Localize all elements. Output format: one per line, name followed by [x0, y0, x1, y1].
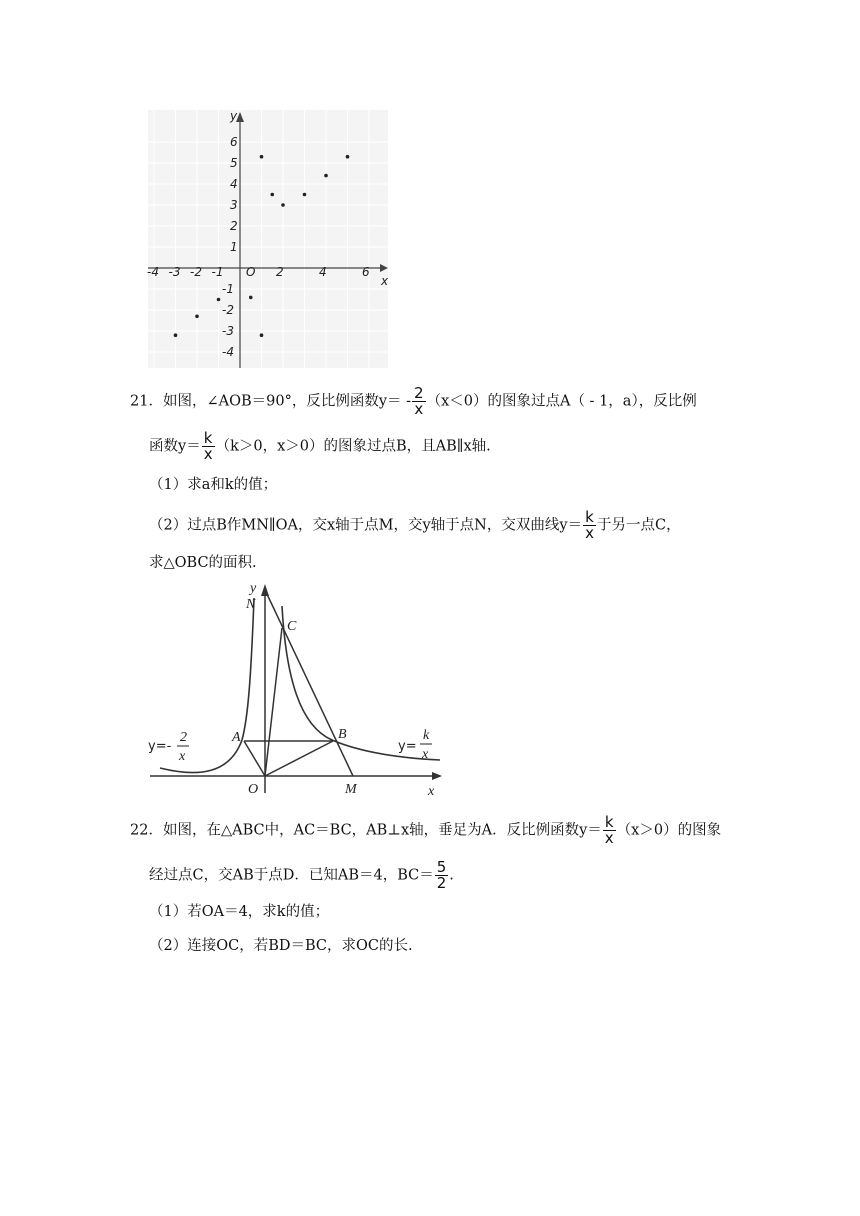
y-tick-label: -3: [222, 324, 234, 338]
y-tick-label: 1: [230, 240, 238, 254]
left-hyperbola-curve: [160, 598, 254, 773]
data-point: [281, 203, 285, 207]
right-hyperbola-curve: [282, 606, 440, 760]
y-tick-label: 6: [230, 135, 238, 149]
q22-part2: （2）连接OC，若BD＝BC，求OC的长.: [149, 938, 413, 954]
q21-fraction-2-over-x: $\frac{2}{x}$: [414, 384, 424, 418]
label-y: y: [250, 581, 257, 596]
x-tick-label: 4: [319, 265, 327, 279]
x-axis-arrow: [432, 772, 442, 780]
q22-text-b: （x＞0）的图象: [616, 822, 722, 839]
plot-background: [148, 110, 388, 368]
q22-fraction-k-over-x: $\frac{k}{x}$: [604, 813, 614, 847]
y-tick-label: -4: [222, 345, 234, 359]
q22-fraction-5-over-2: $\frac{5}{2}$: [436, 858, 447, 892]
y-tick-label: -1: [222, 282, 234, 296]
q21-text-c: 函数y＝: [149, 438, 201, 455]
data-point: [249, 296, 253, 300]
data-point: [324, 174, 328, 178]
x-tick-label: -3: [168, 265, 181, 279]
data-point: [346, 155, 350, 159]
q22-line2: [149, 860, 454, 891]
right-curve-equation: y=: [398, 739, 417, 754]
y-tick-label: 2: [230, 219, 238, 233]
q21-text-d: （k＞0，x＞0）的图象过点B，且AB∥x轴.: [215, 438, 491, 455]
x-axis-label: x: [381, 274, 389, 288]
hyperbola-figure: [140, 578, 450, 802]
q21-number: 21．: [130, 393, 163, 410]
data-point: [217, 298, 221, 302]
data-point: [260, 155, 264, 159]
line-MN: [266, 592, 353, 776]
label-A: A: [232, 730, 241, 745]
right-curve-denominator: x: [422, 747, 429, 762]
data-point: [270, 193, 274, 197]
label-O: O: [248, 782, 259, 797]
q21-text-a: 如图，∠AOB＝90°，反比例函数y＝ -: [162, 393, 412, 410]
y-tick-label: -2: [222, 303, 234, 317]
q21-part2-line2: 求△OBC的面积.: [149, 555, 257, 571]
q21-text-b: （x＜0）的图象过点A（ - 1，a），反比例: [426, 393, 697, 410]
q22-number: 22．: [130, 822, 163, 839]
y-tick-label: 3: [230, 198, 238, 212]
left-curve-equation: y=-: [148, 739, 172, 754]
label-N: N: [246, 597, 256, 612]
q21-part2-fraction-k-over-x: $\frac{k}{x}$: [585, 508, 594, 542]
data-point: [195, 315, 199, 319]
q22-part1: （1）若OA＝4，求k的值；: [149, 904, 330, 920]
q21-line1: [130, 386, 697, 417]
y-tick-label: 5: [230, 156, 238, 170]
q21-part1: （1）求a和k的值；: [149, 477, 278, 493]
right-curve-numerator: k: [423, 728, 430, 743]
x-tick-label: -2: [190, 265, 202, 279]
left-curve-denominator: x: [179, 749, 186, 764]
segment-OC: [265, 628, 282, 776]
segment-OA: [244, 741, 265, 776]
x-tick-label: O: [246, 265, 256, 279]
y-tick-label: 4: [230, 177, 238, 191]
q21-part2-text-a: （2）过点B作MN∥OA，交x轴于点M，交y轴于点N，交双曲线y＝: [149, 517, 583, 534]
label-x: x: [428, 784, 435, 799]
scatter-plot-figure: [140, 100, 400, 372]
q22-text-d: .: [449, 867, 454, 884]
q22-text-a: 如图，在△ABC中，AC＝BC，AB⊥x轴，垂足为A．反比例函数y＝: [162, 822, 602, 839]
q22-line1: [130, 815, 721, 846]
data-point: [303, 193, 307, 197]
data-point: [260, 333, 264, 337]
q21-part2-text-b: 于另一点C，: [596, 517, 681, 534]
segment-OB: [265, 741, 333, 776]
q21-fraction-k-over-x: $\frac{k}{x}$: [203, 429, 213, 463]
x-tick-label: -1: [211, 265, 224, 279]
q21-part2-line1: [149, 510, 681, 541]
x-tick-label: -4: [147, 265, 159, 279]
label-B: B: [338, 727, 347, 742]
q22-text-c: 经过点C，交AB于点D．已知AB＝4，BC＝: [149, 867, 434, 884]
label-C: C: [287, 619, 297, 634]
label-M: M: [345, 782, 357, 797]
q21-line2: [149, 431, 491, 462]
y-axis-label: y: [230, 109, 238, 123]
left-curve-numerator: 2: [180, 730, 187, 745]
data-point: [174, 333, 178, 337]
x-tick-label: 6: [362, 265, 370, 279]
x-tick-label: 2: [276, 265, 284, 279]
